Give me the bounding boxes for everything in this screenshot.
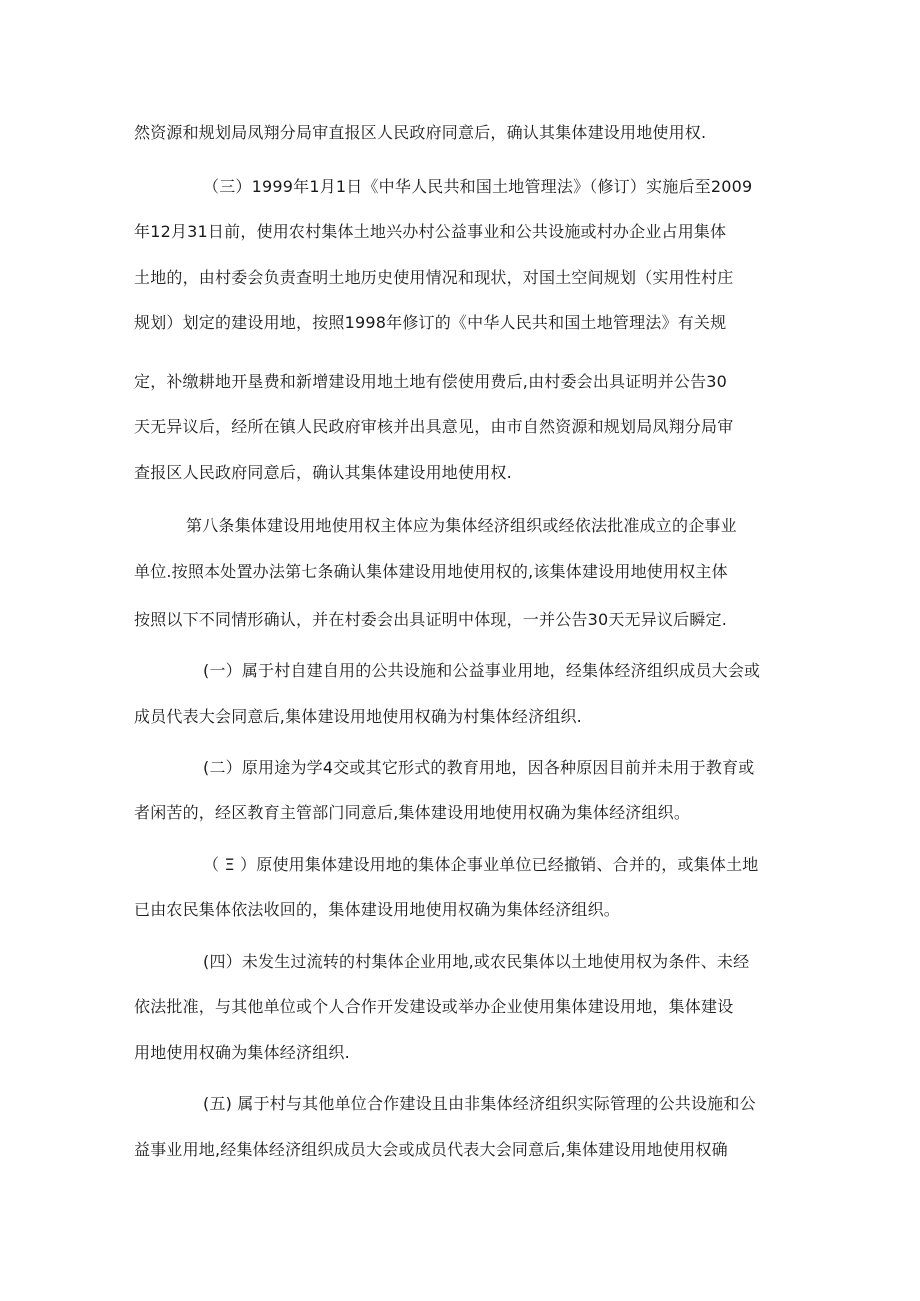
text-line-14: (二）原用途为学4交或其它形式的教育用地，因各种原因目前并未用于教育或 (203, 758, 755, 777)
text-line-22: 益事业用地,经集体经济组织成员大会或成员代表大会同意后,集体建设用地使用权确 (134, 1140, 728, 1159)
text-line-7: 天无异议后，经所在镇人民政府审核并出具意见，由市自然资源和规划局凤翔分局审 (134, 417, 734, 436)
text-line-5: 规划）划定的建设用地，按照1998年修订的《中华人民共和国土地管理法》有关规 (134, 313, 727, 332)
text-line-3: 年12月31日前，使用农村集体土地兴办村公益事业和公共设施或村办企业占用集体 (134, 222, 727, 241)
text-line-17: 已由农民集体依法收回的，集体建设用地使用权确为集体经济组织。 (134, 900, 621, 919)
text-line-20: 用地使用权确为集体经济组织. (134, 1043, 350, 1062)
text-line-8: 查报区人民政府同意后，确认其集体建设用地使用权. (134, 463, 512, 482)
text-line-2: （三）1999年1月1日《中华人民共和国土地管理法》（修订）实施后至2009 (203, 177, 753, 196)
text-line-11: 按照以下不同情形确认，并在村委会出具证明中体现，一并公告30天无异议后瞬定. (134, 610, 728, 629)
text-line-16: （ Ξ ）原使用集体建设用地的集体企事业单位已经撤销、合并的，或集体土地 (203, 855, 759, 874)
text-line-9: 第八条集体建设用地使用权主体应为集体经济组织或经依法批准成立的企事业 (186, 516, 737, 535)
text-line-13: 成员代表大会同意后,集体建设用地使用权确为村集体经济组织. (134, 707, 582, 726)
text-line-21: (五) 属于村与其他单位合作建设且由非集体经济组织实际管理的公共设施和公 (203, 1094, 756, 1113)
text-line-18: (四）未发生过流转的村集体企业用地,或农民集体以土地使用权为条件、未经 (203, 952, 750, 971)
text-line-4: 土地的，由村委会负责查明土地历史使用情况和现状，对国土空间规划（实用性村庄 (134, 268, 734, 287)
text-line-15: 者闲苦的，经区教育主管部门同意后,集体建设用地使用权确为集体经济组织。 (134, 803, 691, 822)
text-line-19: 依法批准，与其他单位或个人合作开发建设或举办企业使用集体建设用地，集体建设 (134, 997, 734, 1016)
text-line-6: 定，补缴耕地开垦费和新增建设用地土地有偿使用费后,由村委会出具证明并公告30 (134, 372, 728, 391)
text-line-10: 单位.按照本处置办法第七条确认集体建设用地使用权的,该集体建设用地使用权主体 (134, 562, 728, 581)
text-line-1: 然资源和规划局凤翔分局审直报区人民政府同意后，确认其集体建设用地使用权. (134, 123, 707, 142)
text-line-12: (一）属于村自建自用的公共设施和公益事业用地，经集体经济组织成员大会或 (203, 661, 761, 680)
